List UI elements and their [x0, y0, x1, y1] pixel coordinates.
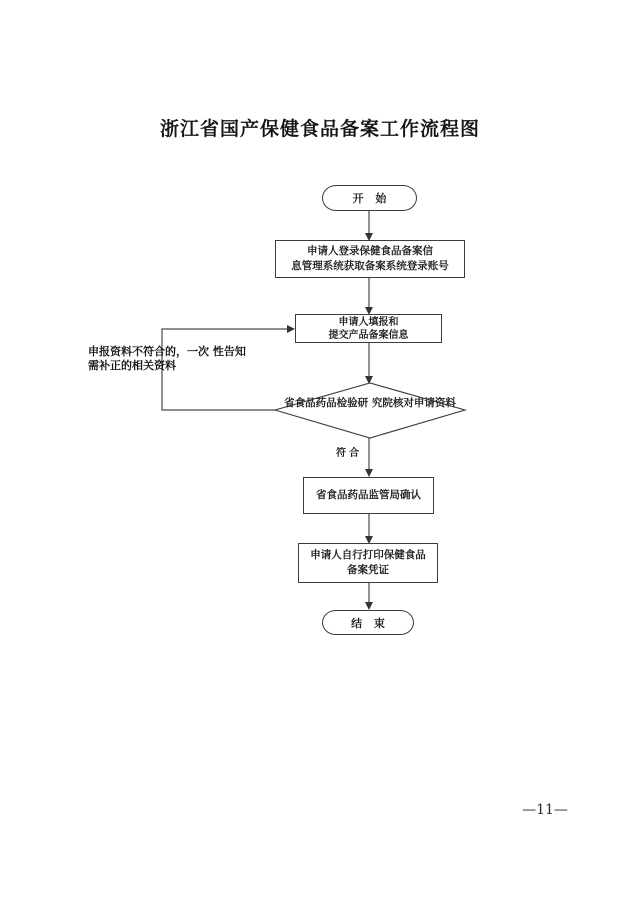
decision-review-diamond — [275, 383, 465, 438]
process-print-box — [298, 543, 438, 583]
page-number: —11— — [522, 802, 568, 818]
flow-start-label: 开 始 — [352, 192, 391, 205]
arrowhead-print-end — [365, 602, 373, 610]
process-login-box — [275, 240, 465, 278]
process-submit-box — [295, 314, 442, 343]
page-title: 浙江省国产保健食品备案工作流程图 — [159, 118, 480, 140]
arrowhead-reject-loop — [287, 325, 295, 333]
arrowhead-review-confirm — [365, 469, 373, 477]
process-login-line1: 申请人登录保健食品备案信 — [307, 245, 433, 257]
process-login-line2: 息管理系统获取备案系统登录账号 — [291, 260, 449, 272]
process-confirm-line1: 省食品药品监管局确认 — [316, 489, 421, 501]
flow-end-terminal — [322, 610, 414, 635]
process-submit-line1: 申请人填报和 — [338, 316, 399, 328]
process-confirm-box — [303, 477, 434, 514]
process-print-line1: 申请人自行打印保健食品 — [310, 549, 426, 561]
decision-review-line1: 省食品药品检验研 — [284, 397, 369, 409]
flow-end-label: 结 束 — [351, 616, 389, 630]
decision-review-label — [275, 396, 465, 410]
flow-start-terminal — [322, 185, 417, 211]
process-print-line2: 备案凭证 — [347, 564, 389, 576]
reject-note-line2: 性告知需补正的相关资料 — [88, 345, 246, 372]
decision-review-line2: 究院核对申请资料 — [371, 397, 456, 409]
reject-note-line1: 申报资料不符合的，一次 — [88, 345, 209, 358]
pass-label: 符合 — [336, 448, 362, 459]
process-submit-line2: 提交产品备案信息 — [328, 329, 409, 341]
reject-note — [88, 345, 248, 372]
